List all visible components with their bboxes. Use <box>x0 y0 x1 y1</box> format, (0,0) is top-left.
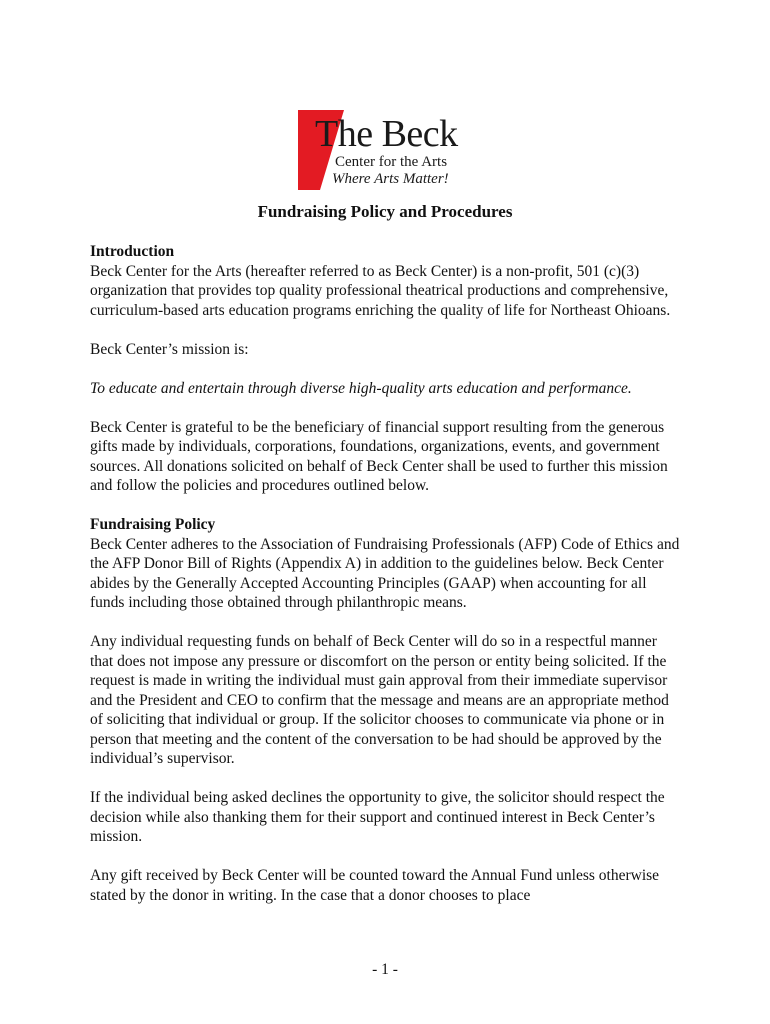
document-body <box>90 242 680 925</box>
introduction-heading: Introduction <box>90 243 175 260</box>
mission-intro: Beck Center’s mission is: <box>90 340 249 358</box>
logo-title: The Beck <box>315 113 458 155</box>
introduction-paragraph: Beck Center for the Arts (hereafter referred to as Beck Center) is a non-profit, 501 (c)(3) organization that provides top quality professional theatrical productions and comprehensive, curriculum-based arts education programs enriching the quality of life for Northeast Ohioans. <box>90 262 671 319</box>
fundraising-policy-heading: Fundraising Policy <box>90 516 216 533</box>
beck-center-logo <box>298 110 478 190</box>
gift-paragraph: Any gift received by Beck Center will be counted toward the Annual Fund unless otherwise stated by the donor in writing. In the case that a donor chooses to place <box>90 867 660 904</box>
logo-subtitle: Center for the Arts <box>335 154 448 170</box>
mission-statement: To educate and entertain through diverse high-quality arts education and performance. <box>90 379 632 397</box>
document-title: Fundraising Policy and Procedures <box>257 202 513 221</box>
requesting-funds-paragraph: Any individual requesting funds on behalf of Beck Center will do so in a respectful manner that does not impose any pressure or discomfort on the person or entity being solicited. If the request is made in writing the individual must gain approval from their immediate supervisor and the President and CEO to confirm that the message and means are an appropriate method of soliciting that individual or group. If the solicitor chooses to communicate via phone or in person that meeting and the content of the conversation to be had should be approved by the individual’s supervisor. <box>90 633 669 767</box>
page-number: - 1 - <box>372 961 398 978</box>
logo-tagline: Where Arts Matter! <box>332 171 449 187</box>
fundraising-policy-paragraph: Beck Center adheres to the Association of Fundraising Professionals (AFP) Code of Ethics and the AFP Donor Bill of Rights (Appendix A) in addition to the guidelines below. Beck Center abides by the Generally Accepted Accounting Principles (GAAP) when accounting for all funds including those obtained through philanthropic means. <box>90 535 680 611</box>
declines-paragraph: If the individual being asked declines the opportunity to give, the solicitor should respect the decision while also thanking them for their support and continued interest in Beck Center’s mission. <box>90 789 665 845</box>
support-paragraph: Beck Center is grateful to be the beneficiary of financial support resulting from the generous gifts made by individuals, corporations, foundations, organizations, events, and government sources. All donations solicited on behalf of Beck Center shall be used to further this mission and follow the policies and procedures outlined below. <box>90 418 668 494</box>
